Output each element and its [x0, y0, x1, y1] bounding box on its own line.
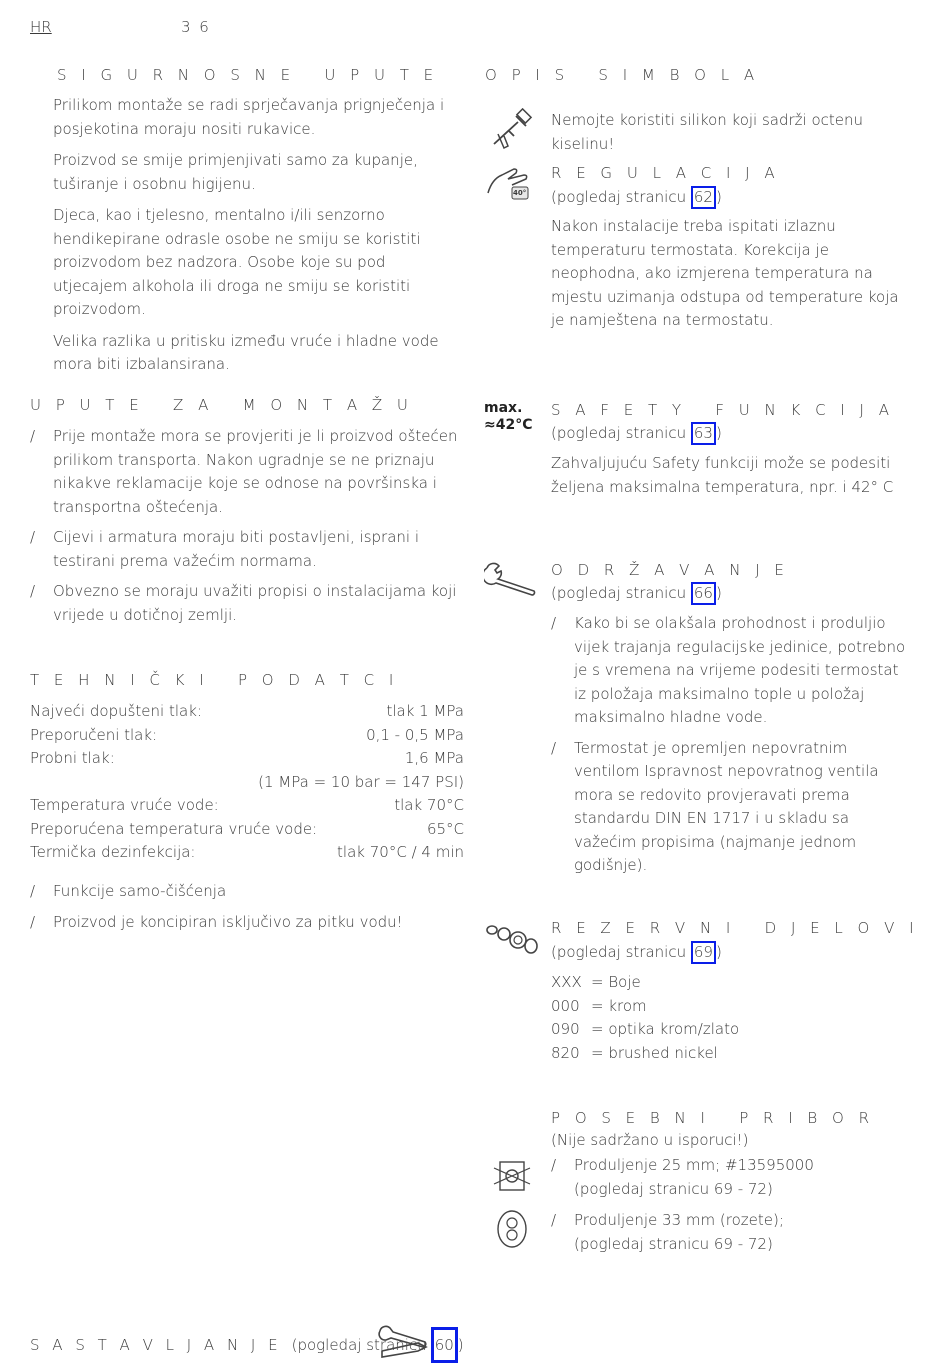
- accessories-heading: P O S E B N I P R I B O R: [551, 1109, 875, 1127]
- table-row: [30, 771, 464, 795]
- tech-heading: T E H N I Č K I P O D A T C I: [30, 671, 399, 689]
- spare-parts-icon: [484, 920, 542, 956]
- table-row: [30, 747, 464, 771]
- tech-value: 65°C: [426, 819, 464, 838]
- safety-paragraph: Velika razlika u pritisku između vruće i hladne vode mora biti izbalansirana.: [53, 331, 439, 373]
- safety-paragraph: Proizvod se smije primjenjivati samo za kupanje, tuširanje i osobnu higijenu.: [53, 151, 418, 193]
- maintenance-ref: [551, 582, 722, 605]
- list-item: / Proizvod je koncipiran isključivo za pitku vodu!: [30, 911, 463, 935]
- ref-prefix: (pogledaj stranicu: [551, 424, 687, 442]
- thermometer-hand-icon: [486, 163, 536, 203]
- list-item: [551, 1042, 851, 1066]
- color-codes: [551, 971, 851, 1065]
- color-code: XXX: [551, 973, 582, 991]
- tech-notes-list: [30, 880, 463, 941]
- list-item: / Funkcije samo-čišćenja: [30, 880, 463, 904]
- color-code: 820: [551, 1043, 580, 1062]
- accessory-ref: (pogledaj stranicu 69 - 72): [574, 1234, 773, 1253]
- list-item: / Obvezno se moraju uvažiti propisi o instalacijama koji vrijede u dotičnoj zemlji.: [30, 580, 463, 627]
- tech-value: tlak 70°C: [394, 796, 464, 814]
- list-item: / Termostat je opremljen nepovratnim ventilom Ispravnost nepovratnog ventila mora se redovito provjeravati prema standardu DIN EN 1717 i u skladu sa važećim propisima (najmanje jednom godišnje).: [551, 737, 911, 878]
- safety-function-heading: S A F E T Y F U N K C I J A: [551, 401, 894, 419]
- regulation-text: Nakon instalacije treba ispitati izlaznu temperaturu termostata. Korekcija je neophodna, ako izmjerena temperatura na mjestu uzimanja odstupa od temperature koja je namještena na termostatu.: [551, 217, 899, 329]
- color-desc: = brushed nickel: [591, 1043, 718, 1062]
- safety-function-ref: [551, 422, 722, 445]
- ref-prefix: (pogledaj stranicu: [551, 584, 687, 602]
- thermometer-value: 40°: [513, 189, 527, 197]
- table-row: [30, 700, 464, 724]
- tech-value: tlak 1 MPa: [386, 702, 464, 720]
- safety-function-text: Zahvaljujuću Safety funkciji može se podesiti željena maksimalna temperatura, npr. i 42° C: [551, 454, 894, 496]
- tools-icon: [376, 1323, 432, 1361]
- language-code: HR: [30, 18, 52, 36]
- maintenance-list: [551, 612, 911, 885]
- extension-icon: [490, 1156, 534, 1196]
- tech-label: Temperatura vruće vode:: [30, 796, 219, 814]
- accessory-ref: (pogledaj stranicu 69 - 72): [574, 1179, 773, 1198]
- list-item: / Cijevi i armatura moraju biti postavljeni, isprani i testirani prema važećim normama.: [30, 526, 463, 573]
- assembly-ref-suffix: ): [457, 1336, 464, 1354]
- regulation-ref: [551, 186, 722, 209]
- tech-value: 1,6 MPa: [404, 749, 464, 767]
- list-item: / Prije montaže mora se provjeriti je li proizvod oštećen prilikom transporta. Nakon ugradnje se ne priznaju nikakve reklamacije koje se odnose na površinska i transportna oštećenja.: [30, 425, 463, 519]
- maintenance-page-link[interactable]: 66: [691, 582, 716, 605]
- maintenance-heading: O D R Ž A V A N J E: [551, 561, 789, 579]
- tech-label: Preporučeni tlak:: [30, 725, 158, 744]
- safety-function-page-link[interactable]: 63: [691, 422, 716, 445]
- ref-suffix: ): [715, 424, 722, 442]
- assembly-ref-prefix: (pogledaj stranicu: [291, 1336, 427, 1354]
- ref-suffix: ): [715, 943, 722, 961]
- silicone-gun-icon: [488, 108, 536, 150]
- mounting-list: [30, 425, 463, 634]
- regulation-heading: R E G U L A C I J A: [551, 164, 780, 182]
- accessories-note: (Nije sadržano u isporuci!): [551, 1131, 749, 1149]
- mounting-heading: U P U T E Z A M O N T A Ž U: [30, 396, 413, 414]
- max-temp-icon-top: max.: [484, 400, 523, 416]
- color-code: 090: [551, 1020, 580, 1038]
- color-desc: = Boje: [591, 973, 641, 991]
- page-number: 3 6: [181, 18, 211, 36]
- ref-suffix: ): [715, 188, 722, 206]
- list-item: / Kako bi se olakšala prohodnost i produljio vijek trajanja regulacijske jedinice, potrebno je s vremena na vrijeme podesiti termostat iz položaja maksimalno tople u položaj maksimalno hladne vode.: [551, 612, 911, 730]
- table-row: [30, 724, 464, 748]
- rosette-icon: [494, 1208, 530, 1250]
- tech-table: [30, 700, 464, 865]
- table-row: [30, 841, 464, 865]
- ref-suffix: ): [715, 584, 722, 602]
- color-code: 000: [551, 996, 580, 1015]
- silicone-warning: Nemojte koristiti silikon koji sadrži octenu kiselinu!: [551, 111, 864, 153]
- symbols-heading: O P I S S I M B O L A: [485, 66, 760, 84]
- table-row: [30, 794, 464, 818]
- tech-label: Probni tlak:: [30, 749, 115, 767]
- list-item: [551, 1018, 851, 1042]
- color-desc: = optika krom/zlato: [591, 1020, 740, 1038]
- list-item: [551, 995, 851, 1019]
- safety-text: [53, 94, 463, 377]
- tech-label: Preporućena temperatura vruće vode:: [30, 819, 318, 838]
- table-row: [30, 818, 464, 842]
- tech-value: (1 MPa = 10 bar = 147 PSI): [258, 772, 464, 791]
- safety-paragraph: Prilikom montaže se radi sprječavanja prignječenja i posjekotina moraju nositi rukavice.: [53, 96, 445, 138]
- accessory-name: / Produljenje 25 mm; #13595000: [574, 1156, 814, 1174]
- max-temp-icon-bottom: ≈42°C: [484, 417, 533, 433]
- tech-label: Termička dezinfekcija:: [30, 843, 196, 861]
- spare-parts-page-link[interactable]: 69: [691, 941, 716, 964]
- ref-prefix: (pogledaj stranicu: [551, 943, 687, 961]
- accessories-list: [551, 1154, 911, 1263]
- wrench-icon: [484, 562, 540, 596]
- assembly-page-link[interactable]: 60: [431, 1327, 458, 1363]
- accessory-name: / Produljenje 33 mm (rozete);: [574, 1211, 784, 1229]
- safety-heading: S I G U R N O S N E U P U T E: [57, 66, 439, 84]
- list-item: [551, 971, 851, 995]
- regulation-page-link[interactable]: 62: [691, 186, 716, 209]
- list-item: [551, 1209, 911, 1256]
- spare-parts-heading: R E Z E R V N I D J E L O V I: [551, 919, 919, 937]
- tech-value: 0,1 - 0,5 MPa: [366, 725, 464, 744]
- tech-value: tlak 70°C / 4 min: [337, 843, 464, 861]
- ref-prefix: (pogledaj stranicu: [551, 188, 687, 206]
- color-desc: = krom: [591, 996, 647, 1015]
- tech-label: Najveći dopušteni tlak:: [30, 702, 202, 720]
- max-temp-icon: [484, 400, 533, 434]
- spare-parts-ref: [551, 941, 722, 964]
- safety-paragraph: Djeca, kao i tjelesno, mentalno i/ili senzorno hendikepirane odrasle osobe ne smiju se koristiti proizvodom bez nadzora. Osobe koje su pod utjecajem alkohola ili droga ne smiju se koristiti proizvodom.: [53, 206, 421, 318]
- assembly-label: S A S T A V L J A N J E: [30, 1336, 282, 1354]
- list-item: [551, 1154, 911, 1201]
